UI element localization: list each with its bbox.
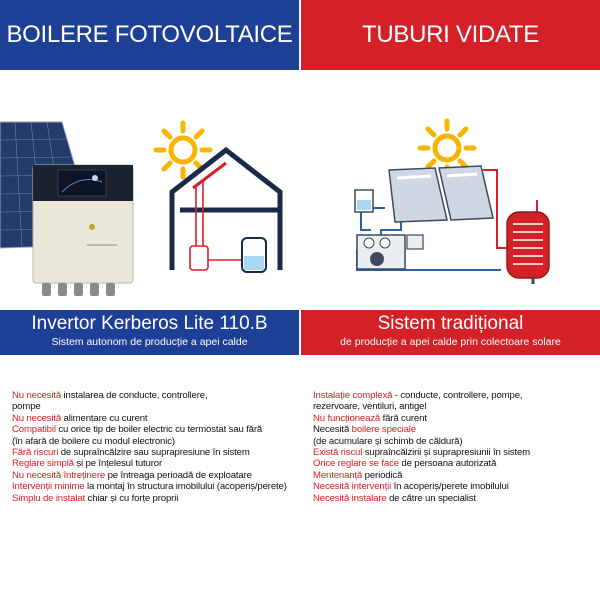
list-item-highlight: Nu funcționează xyxy=(313,412,381,424)
traditional-system-band xyxy=(301,310,600,355)
list-item-highlight: Mentenanță xyxy=(313,469,363,481)
list-item xyxy=(12,436,297,447)
solar-collector-icon xyxy=(389,166,493,222)
list-item-text: (de acumulare și schimb de căldură) xyxy=(313,435,463,447)
list-item-highlight: Intervenții minime xyxy=(12,481,85,493)
photovoltaic-product-band xyxy=(0,310,299,355)
list-item xyxy=(313,493,598,504)
list-item xyxy=(313,447,598,458)
header-vacuum-tubes xyxy=(301,0,600,70)
list-item xyxy=(313,436,598,447)
list-item-highlight: Instalație complexă xyxy=(313,390,393,401)
photovoltaic-illustration xyxy=(0,70,299,310)
list-item xyxy=(12,458,297,469)
list-item-text: pe întreaga perioadă de exploatare xyxy=(105,469,252,481)
list-item-text: de către un specialist xyxy=(386,492,476,504)
list-item-text: la montaj în structura imobilului (acoperiș/perete) xyxy=(84,481,287,493)
product-name: Invertor Kerberos Lite 110.B xyxy=(31,313,268,334)
list-item-highlight: Orice reglare se face xyxy=(313,458,399,470)
list-item-highlight: Fără riscuri xyxy=(12,447,59,459)
traditional-diagram xyxy=(301,70,600,310)
list-item xyxy=(12,493,297,504)
list-item xyxy=(12,424,297,435)
header-photovoltaic-title: BOILERE FOTOVOLTAICE xyxy=(6,21,293,48)
inverter-device-icon xyxy=(33,165,133,296)
list-item-text: instalarea de conducte, controllere, xyxy=(61,390,208,401)
system-subtitle: de producție a apei calde prin colectoare solare xyxy=(340,336,561,348)
list-item xyxy=(313,390,598,401)
list-item-highlight: Necesită instalare xyxy=(313,492,387,504)
house-icon xyxy=(172,150,280,272)
list-item-text: fără curent xyxy=(380,412,427,424)
list-item-highlight: Nu necesită întreținere xyxy=(12,469,106,481)
list-item xyxy=(313,458,598,469)
list-item xyxy=(12,470,297,481)
header-photovoltaic xyxy=(0,0,299,70)
list-item xyxy=(313,413,598,424)
header-vacuum-tubes-title: TUBURI VIDATE xyxy=(361,21,539,48)
list-item-highlight: Simplu de instalat xyxy=(12,492,86,504)
list-item-highlight: Există riscul xyxy=(313,447,363,459)
list-item-text: cu orice tip de boiler electric cu termostat sau fără xyxy=(55,424,263,436)
list-item-text: supraîncălzirii și suprapresiunii în sistem xyxy=(362,447,530,459)
expansion-tank-icon xyxy=(355,190,373,212)
list-item-text: de persoana autorizată xyxy=(398,458,497,470)
list-item-text: în acoperiș/perete imobilului xyxy=(391,481,509,493)
list-item-text: și pe înțelesul tuturor xyxy=(73,458,163,470)
list-item-text: periodică xyxy=(362,469,403,481)
list-item-highlight: Nu necesită xyxy=(12,412,62,424)
storage-boiler-icon xyxy=(507,212,549,284)
list-item-text: Necesită xyxy=(313,424,352,436)
list-item xyxy=(12,390,297,401)
list-item-highlight: Necesită intervenții xyxy=(313,481,392,493)
list-item-text: chiar și cu forțe proprii xyxy=(85,492,179,504)
photovoltaic-diagram xyxy=(0,70,299,310)
pump-station-icon xyxy=(357,235,423,269)
list-item xyxy=(313,470,598,481)
list-item xyxy=(12,447,297,458)
system-name: Sistem tradițional xyxy=(377,313,524,334)
list-item xyxy=(313,401,598,412)
product-subtitle: Sistem autonom de producție a apei calde xyxy=(51,336,248,348)
list-item-highlight: Compatibil xyxy=(12,424,56,436)
list-item-text: de supraîncălzire sau suprapresiune în sistem xyxy=(58,447,250,459)
traditional-drawbacks-list xyxy=(313,390,598,504)
list-item-highlight: Nu necesită xyxy=(12,390,62,401)
traditional-illustration xyxy=(301,70,600,310)
list-item-highlight: Reglare simplă xyxy=(12,458,74,470)
list-item xyxy=(12,481,297,492)
list-item-text: alimentare cu curent xyxy=(61,412,148,424)
list-item-text: rezervoare, ventiluri, antigel xyxy=(313,401,427,413)
list-item xyxy=(313,424,598,435)
list-item-text: - conducte, controllere, pompe, xyxy=(392,390,523,401)
photovoltaic-advantages-list xyxy=(12,390,297,504)
list-item xyxy=(12,413,297,424)
list-item xyxy=(12,401,297,412)
list-item-text: (în afară de boilere cu modul electronic) xyxy=(12,435,175,447)
list-item-highlight: boilere speciale xyxy=(351,424,416,436)
list-item xyxy=(313,481,598,492)
list-item-text: pompe xyxy=(12,401,41,413)
